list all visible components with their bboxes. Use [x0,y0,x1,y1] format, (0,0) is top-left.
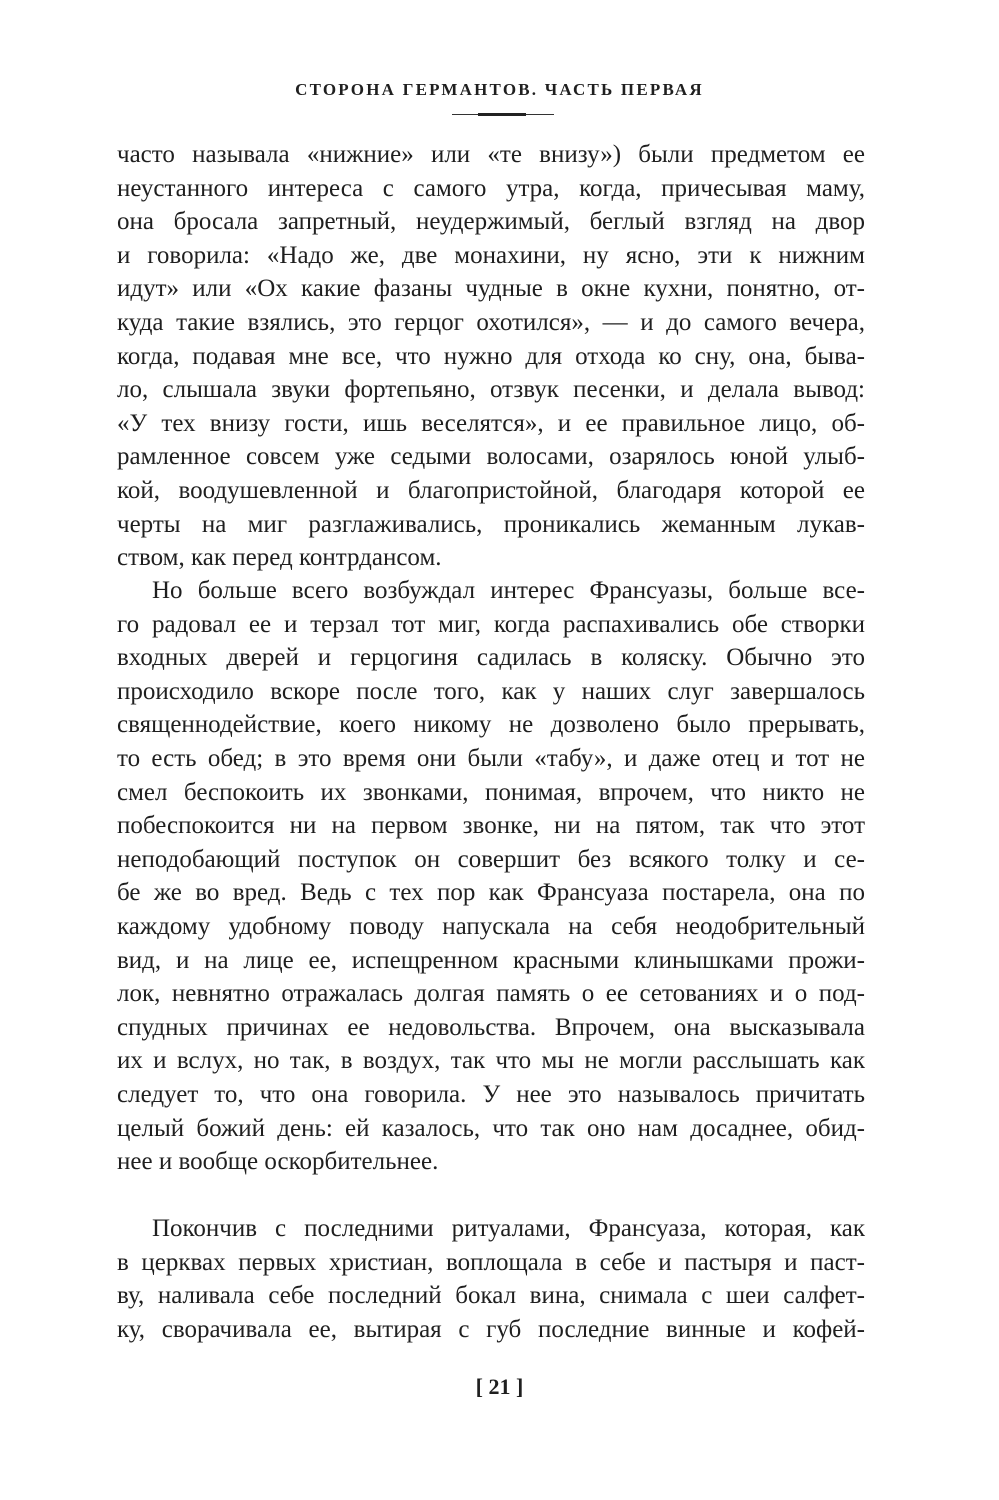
paragraph-2 [117,574,865,1179]
text-line: неподобающий поступок он совершит без всякого толку и се- [117,845,865,873]
text-line: священнодействие, коего никому не дозволено было прерывать, [117,711,865,739]
paragraph-3 [117,1212,865,1346]
text-line: побеспокоится ни на первом звонке, ни на пятом, так что этот [117,812,865,840]
text-line: входных дверей и герцогиня садилась в коляску. Обычно это [117,644,865,672]
page-number: [ 21 ] [475,1374,524,1399]
text-line: спудных причинах ее недовольства. Впрочем, она высказывала [117,1013,865,1041]
text-line: неустанного интереса с самого утра, когда, причесывая маму, [117,174,865,202]
text-line: Покончив с последними ритуалами, Франсуаза, которая, как [152,1215,865,1242]
text-line: она бросала запретный, неудержимый, беглый взгляд на двор [117,208,865,236]
text-line: происходило вскоре после того, как у наших слуг завершалось [117,677,865,705]
text-line: бе же во вред. Ведь с тех пор как Франсуаза постарела, она по [117,879,865,907]
text-line: идут» или «Ох какие фазаны чудные в окне кухни, понятно, от- [117,275,865,303]
text-line: Но больше всего возбуждал интерес Франсуазы, больше все- [152,577,865,604]
text-line: целый божий день: ей казалось, что так оно нам досаднее, обид- [117,1114,865,1142]
paragraph-1 [117,138,865,575]
text-line: кой, воодушевленной и благопристойной, благодаря которой ее [117,476,865,504]
running-header: СТОРОНА ГЕРМАНТОВ. ЧАСТЬ ПЕРВАЯ [295,80,704,99]
text-line: каждому удобному поводу напускала на себя неодобрительный [117,912,865,940]
text-line: ву, наливала себе последний бокал вина, снимала с шеи салфет- [117,1282,865,1310]
text-line: черты на миг разглаживались, проникались жеманным лукав- [117,510,865,538]
text-line: и говорила: «Надо же, две монахини, ну ясно, эти к нижним [117,241,865,269]
text-line: ло, слышала звуки фортепьяно, отзвук песенки, и делала вывод: [117,376,865,404]
text-line: смел беспокоить их звонками, понимая, впрочем, что никто не [117,778,865,806]
text-line: куда такие взялись, это герцог охотился», — и до самого вечера, [117,308,865,336]
text-line: рамленное совсем уже седыми волосами, озарялось юной улыб- [117,443,865,471]
header-divider-accent [478,113,526,116]
text-line: часто называла «нижние» или «те внизу») были предметом ее [117,141,865,168]
text-line: ку, сворачивала ее, вытирая с губ последние винные и кофей- [117,1315,865,1343]
text-line: их и вслух, но так, в воздух, так что мы не могли расслышать как [117,1047,865,1075]
text-line: то есть обед; в это время они были «табу», и даже отец и тот не [117,744,865,772]
text-line: следует то, что она говорила. У нее это называлось причитать [117,1080,865,1108]
text-line: в церквах первых христиан, воплощала в себе и пастыря и паст- [117,1248,865,1276]
text-line: лок, невнятно отражалась долгая память о ее сетованиях и о под- [117,980,865,1008]
text-line: «У тех внизу гости, ишь веселятся», и ее правильное лицо, об- [117,409,865,437]
text-line: вид, и на лице ее, испещренном красными клинышками прожи- [117,946,865,974]
text-line: когда, подавая мне все, что нужно для отхода ко сну, она, быва- [117,342,865,370]
text-line: го радовал ее и терзал тот миг, когда распахивались обе створки [117,610,865,638]
text-line: нее и вообще оскорбительнее. [117,1148,439,1176]
text-line: ством, как перед контрдансом. [117,544,442,572]
